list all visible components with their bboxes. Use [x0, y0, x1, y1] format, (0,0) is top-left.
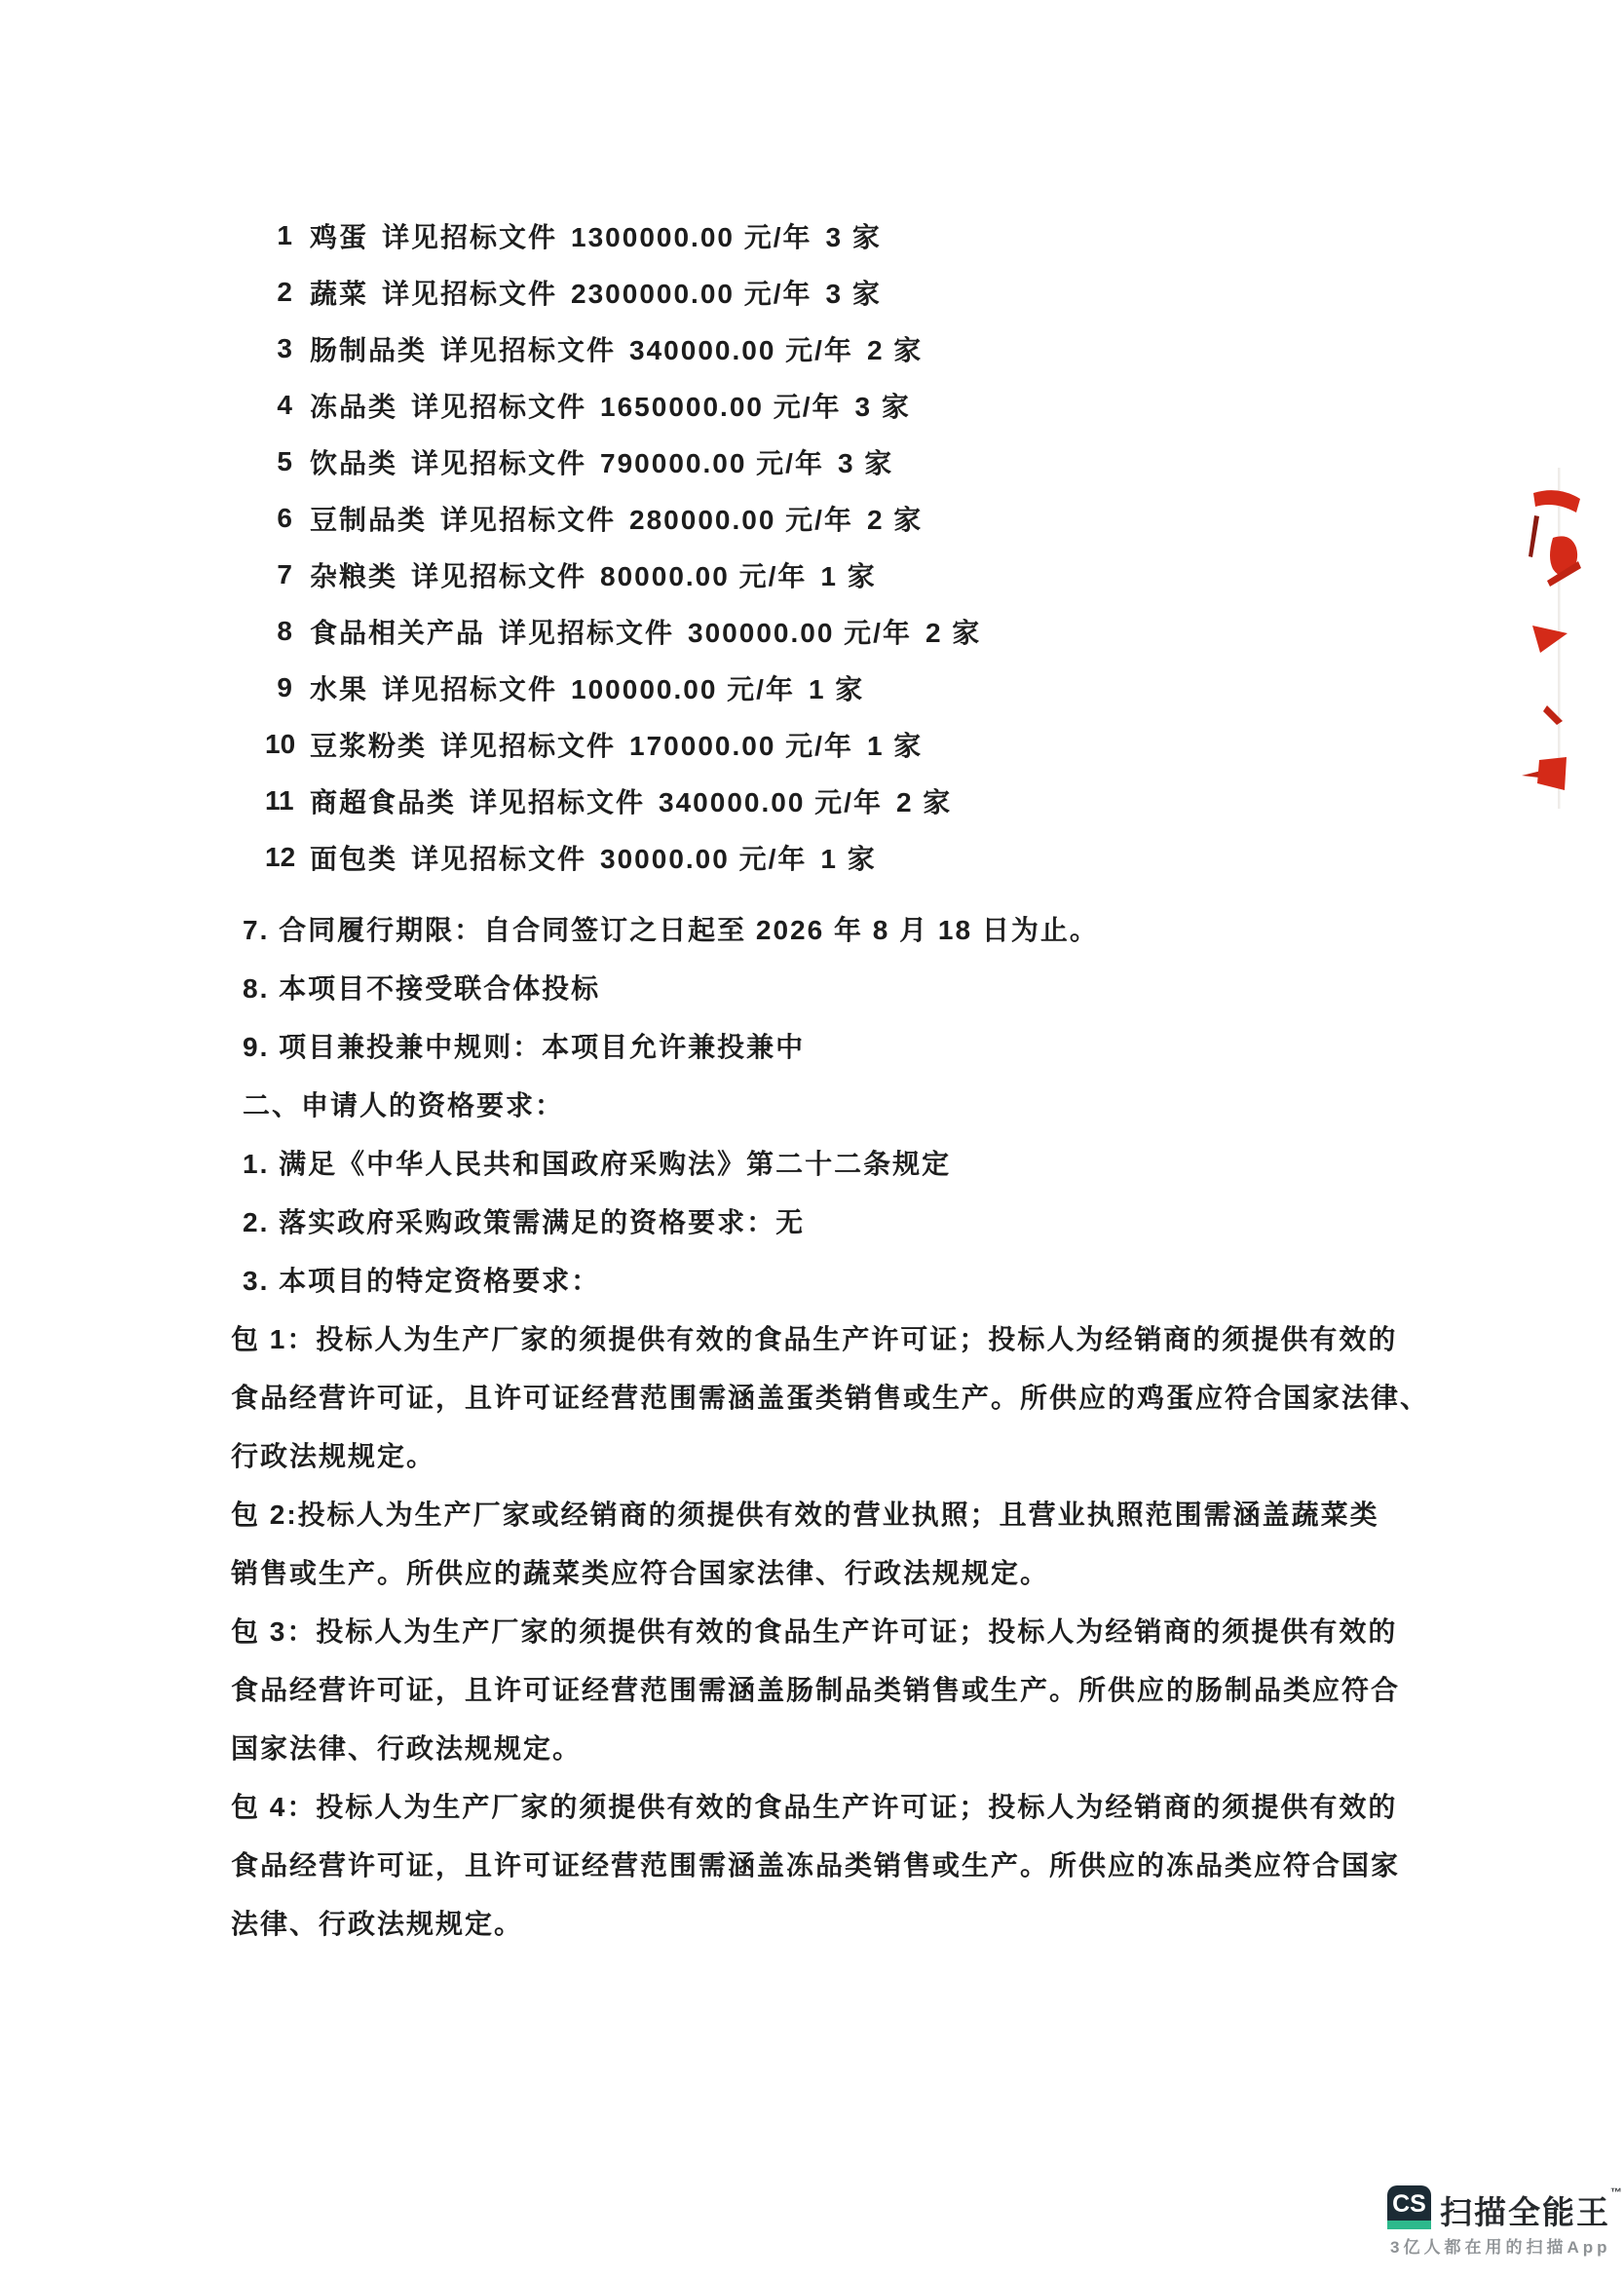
qualification-line: 包 3：投标人为生产厂家的须提供有效的食品生产许可证；投标人为经销商的须提供有效的	[231, 1616, 1398, 1647]
qualification-line: 国家法律、行政法规规定。	[231, 1733, 583, 1764]
package-budget: 170000.00 元/年	[629, 731, 853, 761]
package-spec: 详见招标文件	[382, 279, 558, 309]
package-name: 食品相关产品	[310, 618, 486, 648]
package-row	[0, 377, 1611, 434]
clause-contract-period: 7. 合同履行期限：自合同签订之日起至 2026 年 8 月 18 日为止。	[243, 915, 1099, 945]
package-number: 6	[277, 503, 292, 533]
package-number: 8	[277, 616, 292, 646]
app-name-text: 扫描全能王	[1440, 2194, 1610, 2230]
package-number: 2	[277, 277, 292, 307]
package-supplier-count: 2 家	[895, 787, 953, 817]
package-spec: 详见招标文件	[382, 222, 558, 252]
package-row	[0, 829, 1611, 886]
package-name: 饮品类	[310, 448, 398, 478]
package-supplier-count: 3 家	[825, 279, 882, 309]
package-budget: 300000.00 元/年	[688, 618, 912, 648]
qualification-line: 销售或生产。所供应的蔬菜类应符合国家法律、行政法规规定。	[231, 1558, 1050, 1588]
qualification-line: 食品经营许可证，且许可证经营范围需涵盖肠制品类销售或生产。所供应的肠制品类应符合	[231, 1675, 1401, 1705]
camscanner-logo-green-bar	[1387, 2221, 1431, 2229]
package-row	[0, 547, 1611, 603]
qualification-package-3	[0, 1601, 1611, 1776]
package-row	[0, 434, 1611, 490]
requirement-procurement-policy: 2. 落实政府采购政策需满足的资格要求：无	[243, 1207, 806, 1237]
contract-clauses	[0, 899, 1611, 1309]
package-number: 7	[277, 559, 292, 589]
package-name: 肠制品类	[310, 335, 428, 365]
package-row	[0, 603, 1611, 660]
package-row	[0, 264, 1611, 321]
package-row	[0, 321, 1611, 377]
package-number: 4	[277, 390, 292, 420]
trademark-symbol: ™	[1610, 2185, 1624, 2199]
package-number: 11	[265, 785, 294, 816]
package-supplier-count: 2 家	[866, 505, 924, 535]
camscanner-logo-icon	[1387, 2185, 1431, 2229]
package-spec: 详见招标文件	[411, 561, 587, 591]
qualification-package-4	[0, 1776, 1611, 1952]
package-supplier-count: 1 家	[808, 674, 865, 704]
package-spec: 详见招标文件	[440, 335, 617, 365]
package-number: 1	[277, 220, 292, 250]
package-budget: 80000.00 元/年	[600, 561, 808, 591]
package-spec: 详见招标文件	[411, 844, 587, 874]
qualification-line: 包 2:投标人为生产厂家或经销商的须提供有效的营业执照；且营业执照范围需涵盖蔬菜类	[231, 1500, 1379, 1530]
package-name: 鸡蛋	[310, 222, 369, 252]
package-supplier-count: 3 家	[854, 392, 911, 422]
package-spec: 详见招标文件	[411, 448, 587, 478]
package-supplier-count: 1 家	[820, 844, 877, 874]
package-supplier-count: 2 家	[925, 618, 982, 648]
qualification-line: 法律、行政法规规定。	[231, 1909, 524, 1939]
clause-no-consortium-bids: 8. 本项目不接受联合体投标	[243, 973, 601, 1004]
package-budget: 2300000.00 元/年	[571, 279, 812, 309]
qualification-line: 包 4：投标人为生产厂家的须提供有效的食品生产许可证；投标人为经销商的须提供有效的	[231, 1792, 1398, 1822]
requirement-specific-heading: 3. 本项目的特定资格要求：	[243, 1266, 601, 1296]
package-number: 5	[277, 446, 292, 476]
package-spec: 详见招标文件	[470, 787, 646, 817]
package-name: 商超食品类	[310, 787, 457, 817]
package-name: 水果	[310, 674, 369, 704]
package-supplier-count: 3 家	[825, 222, 882, 252]
package-budget: 100000.00 元/年	[571, 674, 795, 704]
package-supplier-count: 1 家	[866, 731, 924, 761]
qualification-package-1	[0, 1309, 1611, 1484]
package-row	[0, 208, 1611, 264]
procurement-packages-list	[0, 208, 1611, 886]
package-spec: 详见招标文件	[440, 731, 617, 761]
package-budget: 790000.00 元/年	[600, 448, 824, 478]
requirement-law-article22: 1. 满足《中华人民共和国政府采购法》第二十二条规定	[243, 1149, 952, 1179]
package-supplier-count: 2 家	[866, 335, 924, 365]
package-name: 冻品类	[310, 392, 398, 422]
camscanner-logo-text: CS	[1392, 2189, 1426, 2218]
package-name: 杂粮类	[310, 561, 398, 591]
package-number: 12	[265, 842, 296, 872]
package-budget: 340000.00 元/年	[659, 787, 883, 817]
package-spec: 详见招标文件	[440, 505, 617, 535]
package-name: 豆制品类	[310, 505, 428, 535]
qualification-line: 食品经营许可证，且许可证经营范围需涵盖蛋类销售或生产。所供应的鸡蛋应符合国家法律、	[231, 1383, 1430, 1413]
red-pen-annotation-icon	[1520, 468, 1611, 809]
package-budget: 280000.00 元/年	[629, 505, 853, 535]
package-number: 10	[265, 729, 296, 759]
package-spec: 详见招标文件	[382, 674, 558, 704]
package-budget: 1650000.00 元/年	[600, 392, 842, 422]
qualification-line: 行政法规规定。	[231, 1441, 436, 1471]
package-row	[0, 660, 1611, 716]
package-budget: 340000.00 元/年	[629, 335, 853, 365]
camscanner-app-name	[1440, 2187, 1624, 2233]
package-spec: 详见招标文件	[411, 392, 587, 422]
package-row	[0, 716, 1611, 773]
scanned-document-page	[0, 208, 1611, 1952]
package-budget: 1300000.00 元/年	[571, 222, 812, 252]
package-budget: 30000.00 元/年	[600, 844, 808, 874]
package-row	[0, 490, 1611, 547]
package-supplier-count: 3 家	[837, 448, 894, 478]
camscanner-tagline: 3亿人都在用的扫描App	[1390, 2238, 1611, 2257]
section-heading-applicant-qualifications: 二、申请人的资格要求：	[243, 1090, 565, 1121]
qualification-package-2	[0, 1484, 1611, 1601]
qualification-line: 包 1：投标人为生产厂家的须提供有效的食品生产许可证；投标人为经销商的须提供有效的	[231, 1324, 1398, 1354]
package-number: 3	[277, 333, 292, 363]
clause-multi-bid-rule: 9. 项目兼投兼中规则：本项目允许兼投兼中	[243, 1032, 806, 1062]
package-name: 豆浆粉类	[310, 731, 428, 761]
qualification-line: 食品经营许可证，且许可证经营范围需涵盖冻品类销售或生产。所供应的冻品类应符合国家	[231, 1850, 1401, 1880]
package-supplier-count: 1 家	[820, 561, 877, 591]
package-number: 9	[277, 672, 292, 703]
package-name: 面包类	[310, 844, 398, 874]
package-spec: 详见招标文件	[499, 618, 675, 648]
package-name: 蔬菜	[310, 279, 369, 309]
package-row	[0, 773, 1611, 829]
